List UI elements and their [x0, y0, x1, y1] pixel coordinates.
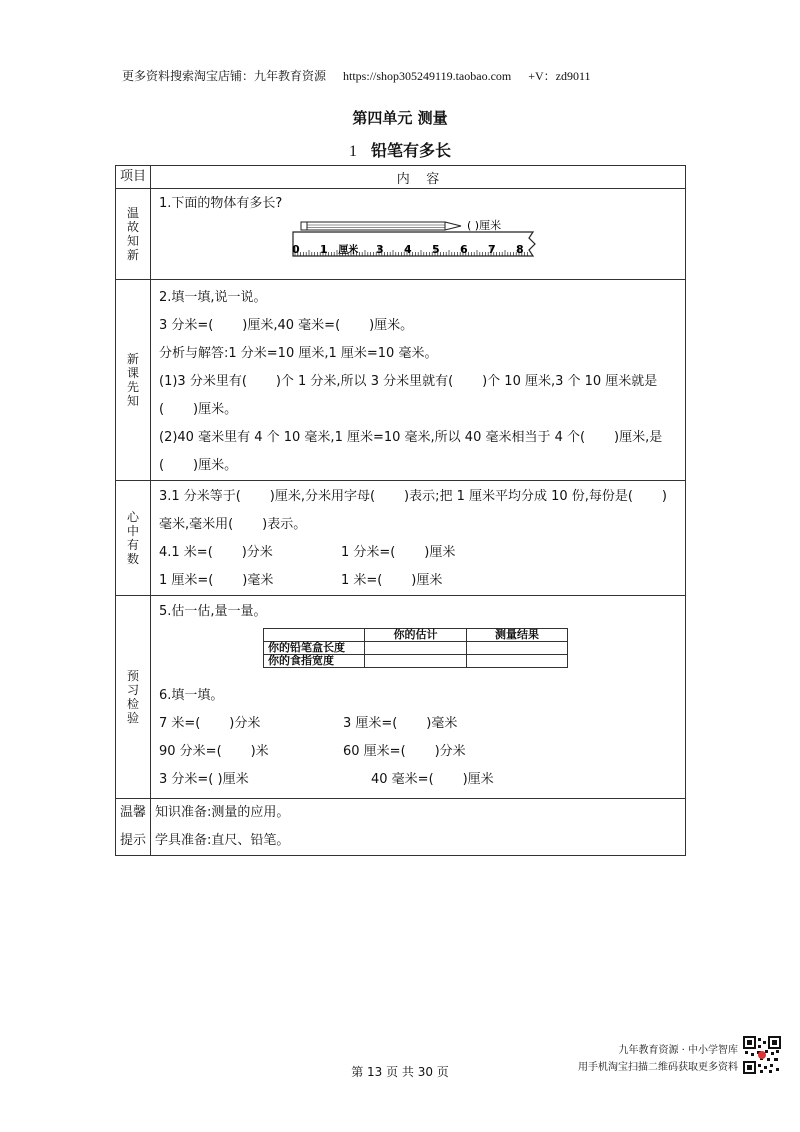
- section-label: 预习检验: [116, 596, 151, 799]
- ruler-tick-label: 8: [516, 243, 524, 256]
- q4-item-4: 1 米=( )厘米: [341, 573, 443, 588]
- lesson-title: [0, 138, 800, 161]
- q6-item-4: 60 厘米=( )分米: [343, 744, 466, 759]
- section-content: [151, 189, 686, 280]
- section-preview: [116, 596, 686, 799]
- section-content: [151, 799, 686, 856]
- section-review: [116, 189, 686, 280]
- worksheet-table: [115, 165, 686, 856]
- question-6-row-1: [159, 710, 679, 738]
- pencil-icon: [301, 222, 461, 230]
- ruler-figure: [159, 219, 679, 279]
- q4-item-1: 4.1 米=( )分米: [159, 545, 273, 560]
- ruler-tick-label: 厘米: [338, 245, 359, 256]
- part-2a: (2)40 毫米里有 4 个 10 毫米,1 厘米=10 毫米,所以 40 毫米相当于 4 个( )厘米,是: [159, 430, 663, 445]
- ruler-tick-label: 0: [292, 243, 300, 256]
- header-content: 内 容: [151, 166, 686, 189]
- question-6-row-2: [159, 738, 679, 766]
- question-2: 2.填一填,说一说。: [159, 290, 267, 305]
- table-header-row: [116, 166, 686, 189]
- question-2-line: 3 分米=( )厘米,40 毫米=( )厘米。: [159, 318, 414, 333]
- q6-item-1: 7 米=( )分米: [159, 716, 261, 731]
- ruler-illustration: [291, 219, 541, 265]
- tip-tools: 学具准备:直尺、铅笔。: [155, 833, 290, 848]
- estimate-row-label: 你的食指宽度: [264, 655, 365, 668]
- question-1: 1.下面的物体有多长?: [159, 196, 283, 211]
- unit-title: 第四单元 测量: [352, 109, 448, 127]
- header-store: 更多资料搜索淘宝店铺：九年教育资源: [122, 69, 327, 83]
- estimate-cell[interactable]: [467, 642, 568, 655]
- q6-item-6: 40 毫米=( )厘米: [371, 772, 494, 787]
- ruler-answer: ( )厘米: [467, 219, 502, 232]
- estimate-row-label: 你的铅笔盒长度: [264, 642, 365, 655]
- q4-item-2: 1 分米=( )厘米: [341, 545, 456, 560]
- brand-line-2: 用手机淘宝扫描二维码获取更多资料: [578, 1062, 738, 1073]
- question-5: 5.估一估,量一量。: [159, 604, 267, 619]
- estimate-cell[interactable]: [467, 655, 568, 668]
- page-number: 第 13 页 共 30 页: [351, 1065, 449, 1079]
- estimate-header-result: 测量结果: [467, 629, 568, 642]
- tip-knowledge: 知识准备:测量的应用。: [155, 805, 290, 820]
- q6-item-3: 90 分米=( )米: [159, 744, 269, 759]
- question-4-row-1: [159, 539, 679, 567]
- ruler-tick-label: 4: [404, 243, 412, 256]
- estimate-header-guess: 你的估计: [365, 629, 467, 642]
- lesson-number: 1: [348, 143, 357, 160]
- q6-item-5: 3 分米=( )厘米: [159, 772, 249, 787]
- section-label: 温故知新: [116, 189, 151, 280]
- section-label: 温馨 提示: [116, 799, 151, 856]
- ruler-tick-label: 7: [488, 243, 496, 256]
- question-6: 6.填一填。: [159, 688, 224, 703]
- part-1a: (1)3 分米里有( )个 1 分米,所以 3 分米里就有( )个 10 厘米,3 个 10 厘米就是: [159, 374, 658, 389]
- header-wechat: +V：zd9011: [528, 69, 591, 83]
- header-item: 项目: [116, 166, 151, 189]
- part-2b: ( )厘米。: [159, 458, 238, 473]
- q4-item-3: 1 厘米=( )毫米: [159, 573, 274, 588]
- ruler-icon: [293, 232, 535, 256]
- question-3b: 毫米,毫米用( )表示。: [159, 517, 307, 532]
- section-content: [151, 596, 686, 799]
- header-url[interactable]: https://shop305249119.taobao.com: [343, 69, 512, 83]
- estimate-table: [263, 628, 568, 668]
- lesson-name: 铅笔有多长: [370, 141, 451, 160]
- section-label: 心中有数: [116, 481, 151, 596]
- ruler-tick-label: 3: [376, 243, 384, 256]
- section-tips: [116, 799, 686, 856]
- question-3a: 3.1 分米等于( )厘米,分米用字母( )表示;把 1 厘米平均分成 10 份,每份是( ): [159, 489, 668, 504]
- q6-item-2: 3 厘米=( )毫米: [343, 716, 458, 731]
- section-content: [151, 481, 686, 596]
- part-1b: ( )厘米。: [159, 402, 238, 417]
- table-row: [264, 655, 568, 668]
- estimate-cell[interactable]: [365, 642, 467, 655]
- question-6-row-3: [159, 766, 679, 794]
- estimate-cell[interactable]: [365, 655, 467, 668]
- section-new-lesson: [116, 280, 686, 481]
- ruler-tick-label: 1: [320, 243, 328, 256]
- table-row: [264, 629, 568, 642]
- section-label: 新课先知: [116, 280, 151, 481]
- section-mind: [116, 481, 686, 596]
- section-content: [151, 280, 686, 481]
- table-row: [264, 642, 568, 655]
- brand-line-1: 九年教育资源 · 中小学智库: [618, 1045, 738, 1056]
- question-4-row-2: [159, 567, 679, 595]
- estimate-header-blank: [264, 629, 365, 642]
- ruler-tick-label: 5: [432, 243, 440, 256]
- page-header: [122, 67, 605, 84]
- analysis: 分析与解答:1 分米=10 厘米,1 厘米=10 毫米。: [159, 346, 438, 361]
- ruler-tick-label: 6: [460, 243, 468, 256]
